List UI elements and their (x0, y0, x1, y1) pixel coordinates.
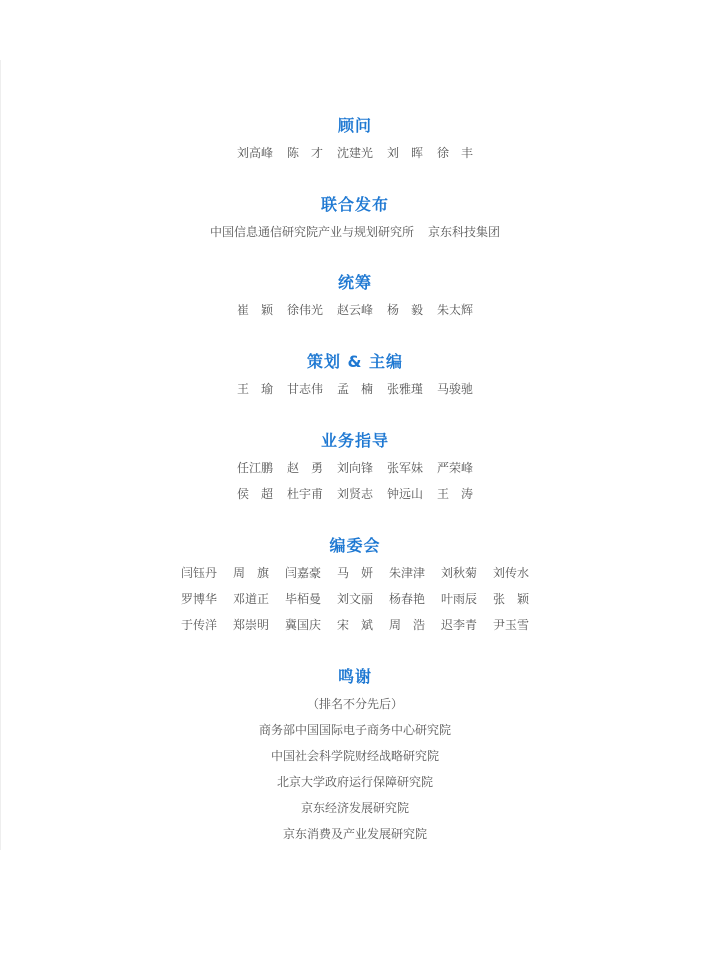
person-name: 张军妹 (386, 461, 423, 475)
person-name: 赵 勇 (286, 461, 323, 475)
person-name: 罗博华 (180, 592, 217, 606)
person-name: 于传洋 (180, 618, 217, 632)
section-coordination (0, 273, 710, 318)
person-name: 周 旗 (232, 566, 269, 580)
person-name: 迟李青 (440, 618, 477, 632)
section-title: 策划 & 主编 (306, 352, 404, 371)
section-title: 业务指导 (320, 431, 389, 450)
section-editorial-board (0, 536, 710, 633)
name-row (0, 302, 710, 318)
person-name: 任江鹏 (236, 461, 273, 475)
name-row (0, 381, 710, 397)
org-name: 京东科技集团 (428, 225, 501, 239)
section-advisors (0, 116, 710, 161)
section-title: 编委会 (329, 536, 381, 555)
name-row (0, 486, 710, 502)
org-name: 京东经济发展研究院 (300, 801, 409, 815)
person-name: 马 妍 (336, 566, 373, 580)
section-title: 鸣谢 (337, 667, 372, 686)
person-name: 周 浩 (388, 618, 425, 632)
section-acknowledgements (0, 667, 710, 842)
person-name: 杨 毅 (386, 303, 423, 317)
person-name: 王 涛 (436, 487, 473, 501)
section-joint-release (0, 195, 710, 240)
person-name: 朱太辉 (436, 303, 473, 317)
name-row (0, 591, 710, 607)
person-name: 崔 颖 (236, 303, 273, 317)
name-row (0, 565, 710, 581)
person-name: 刘向锋 (336, 461, 373, 475)
person-name: 冀国庆 (284, 618, 321, 632)
person-name: 宋 斌 (336, 618, 373, 632)
person-name: 毕栢曼 (284, 592, 321, 606)
org-name: 京东消费及产业发展研究院 (282, 827, 427, 841)
person-name: 赵云峰 (336, 303, 373, 317)
name-row (0, 460, 710, 476)
person-name: 钟远山 (386, 487, 423, 501)
name-row (0, 617, 710, 633)
section-planning-editors (0, 352, 710, 397)
person-name: 郑崇明 (232, 618, 269, 632)
person-name: 马骏驰 (436, 382, 473, 396)
person-name: 邓道正 (232, 592, 269, 606)
person-name: 张雅瑾 (386, 382, 423, 396)
person-name: 尹玉雪 (492, 618, 529, 632)
section-title: 统筹 (337, 273, 372, 292)
section-title: 联合发布 (320, 195, 389, 214)
person-name: 孟 楠 (336, 382, 373, 396)
person-name: 徐 丰 (436, 146, 473, 160)
person-name: 刘高峰 (236, 146, 273, 160)
person-name: 张 颖 (492, 592, 529, 606)
org-name: 北京大学政府运行保障研究院 (276, 775, 433, 789)
name-row (0, 145, 710, 161)
org-row (0, 224, 710, 240)
person-name: 徐伟光 (286, 303, 323, 317)
org-name: 中国信息通信研究院产业与规划研究所 (209, 225, 414, 239)
person-name: 刘传水 (492, 566, 529, 580)
org-name: 中国社会科学院财经战略研究院 (270, 749, 439, 763)
org-name: 商务部中国国际电子商务中心研究院 (258, 723, 451, 737)
person-name: 闫钰丹 (180, 566, 217, 580)
person-name: 刘文丽 (336, 592, 373, 606)
person-name: 闫嘉豪 (284, 566, 321, 580)
person-name: 刘 晖 (386, 146, 423, 160)
section-business-guidance (0, 431, 710, 502)
person-name: 甘志伟 (286, 382, 323, 396)
person-name: 王 瑜 (236, 382, 273, 396)
person-name: 杜宇甫 (286, 487, 323, 501)
person-name: 侯 超 (236, 487, 273, 501)
person-name: 叶雨辰 (440, 592, 477, 606)
ordering-note: （排名不分先后） (306, 697, 403, 711)
person-name: 严荣峰 (436, 461, 473, 475)
section-title: 顾问 (337, 116, 372, 135)
person-name: 杨春艳 (388, 592, 425, 606)
person-name: 刘贤志 (336, 487, 373, 501)
person-name: 朱津津 (388, 566, 425, 580)
person-name: 陈 才 (286, 146, 323, 160)
person-name: 沈建光 (336, 146, 373, 160)
person-name: 刘秋菊 (440, 566, 477, 580)
